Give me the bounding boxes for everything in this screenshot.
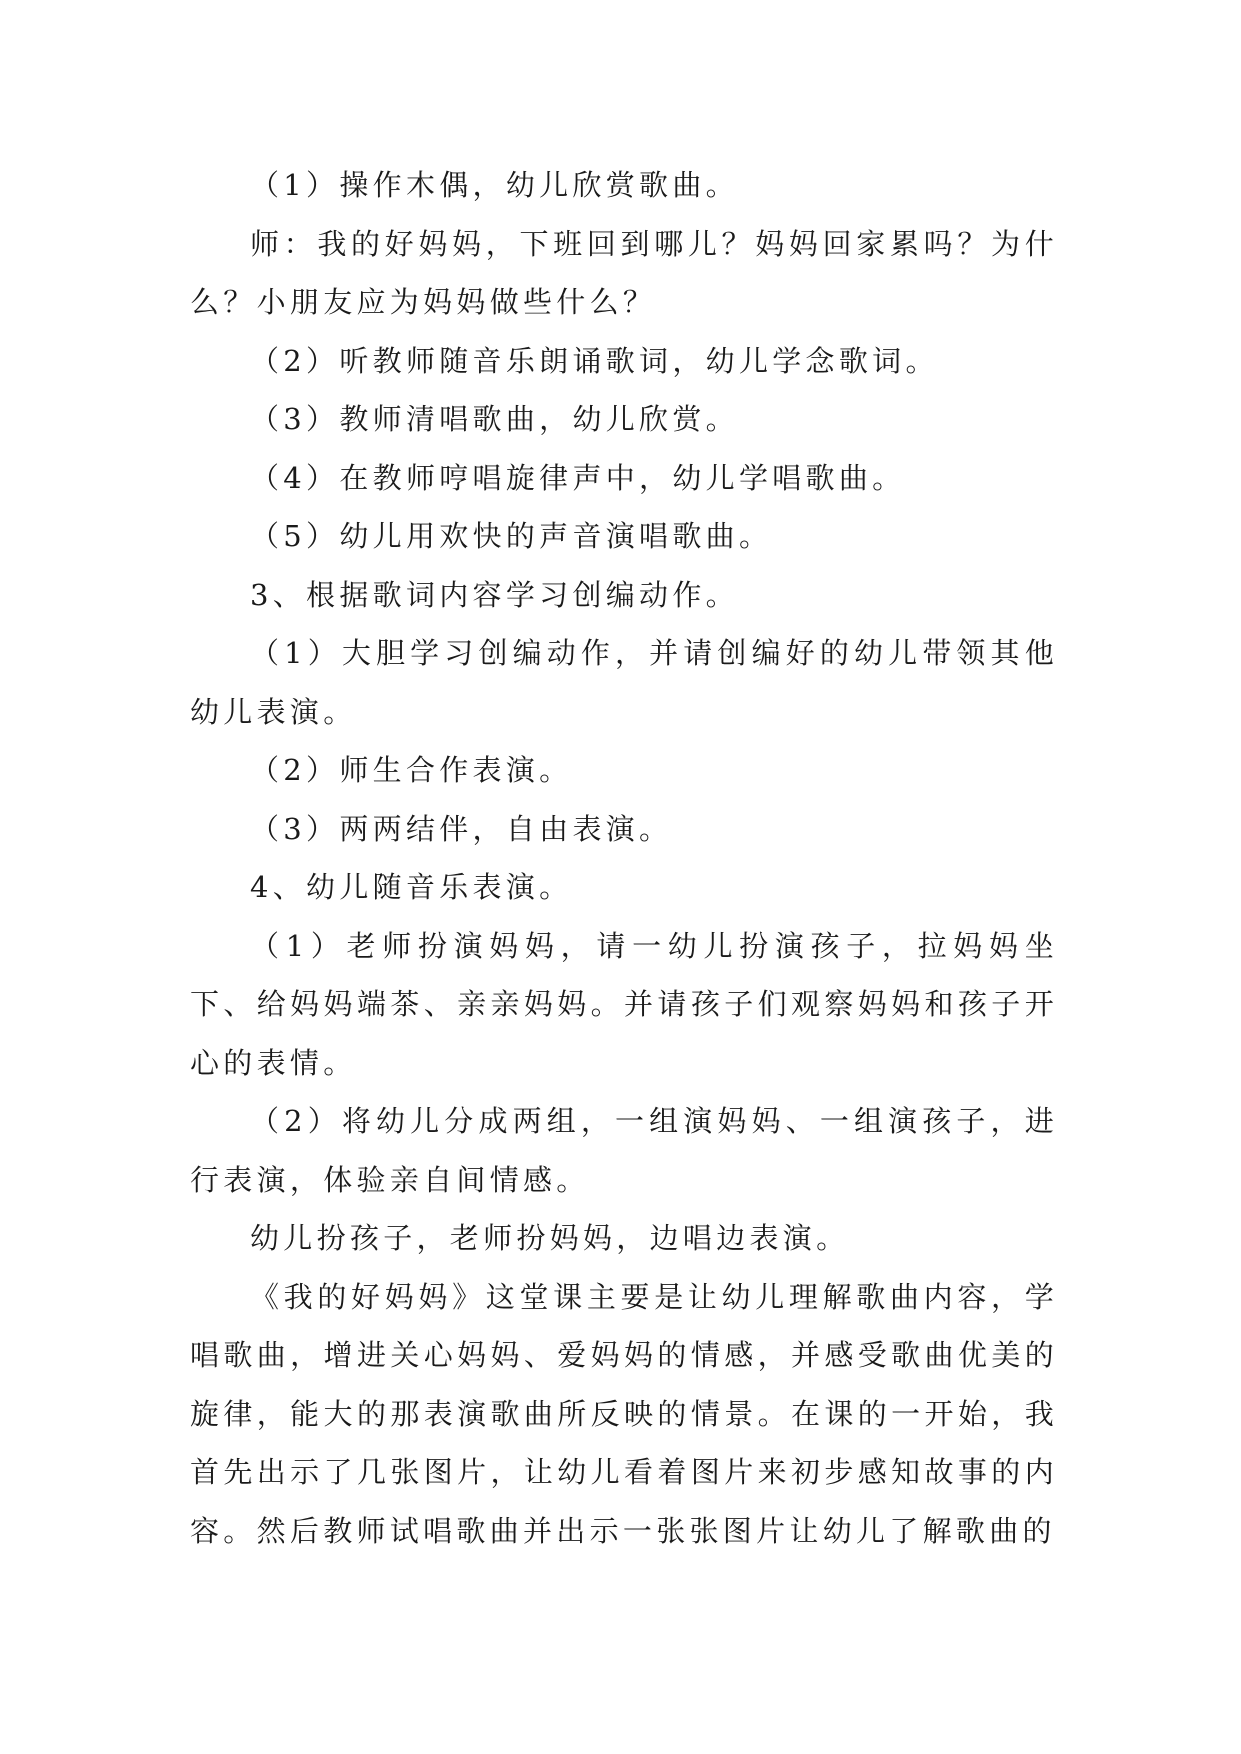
section-heading-4: 4、幼儿随音乐表演。	[250, 870, 573, 904]
paragraph-3: （2）听教师随音乐朗诵歌词，幼儿学念歌词。	[250, 343, 939, 378]
paragraph-10: （3）两两结伴，自由表演。	[250, 811, 673, 846]
document-body	[190, 156, 1058, 1560]
paragraph-5: （4）在教师哼唱旋律声中，幼儿学唱歌曲。	[250, 460, 906, 495]
section-heading-3: 3、根据歌词内容学习创编动作。	[250, 577, 739, 612]
paragraph-1: （1）操作木偶，幼儿欣赏歌曲。	[250, 168, 739, 202]
paragraph-8: （1）大胆学习创编动作，并请创编好的幼儿带领其他幼儿表演。	[190, 636, 1058, 729]
paragraph-14: 幼儿扮孩子，老师扮妈妈，边唱边表演。	[250, 1221, 850, 1255]
paragraph-12: （1）老师扮演妈妈，请一幼儿扮演孩子，拉妈妈坐下、给妈妈端茶、亲亲妈妈。并请孩子们观察妈妈和孩子开心的表情。	[190, 928, 1058, 1080]
paragraph-13: （2）将幼儿分成两组，一组演妈妈、一组演孩子，进行表演，体验亲自间情感。	[190, 1104, 1058, 1197]
paragraph-9: （2）师生合作表演。	[250, 753, 573, 787]
paragraph-15: 《我的好妈妈》这堂课主要是让幼儿理解歌曲内容，学唱歌曲，增进关心妈妈、爱妈妈的情感，并感受歌曲优美的旋律，能大的那表演歌曲所反映的情景。在课的一开始，我首先出示了几张图片，让幼儿看着图片来初步感知故事的内容。然后教师试唱歌曲并出示一张张图片让幼儿了解歌曲的	[190, 1279, 1058, 1548]
paragraph-6: （5）幼儿用欢快的声音演唱歌曲。	[250, 519, 773, 553]
paragraph-4: （3）教师清唱歌曲，幼儿欣赏。	[250, 402, 739, 436]
paragraph-2: 师：我的好妈妈，下班回到哪儿？妈妈回家累吗？为什么？小朋友应为妈妈做些什么？	[190, 226, 1058, 319]
